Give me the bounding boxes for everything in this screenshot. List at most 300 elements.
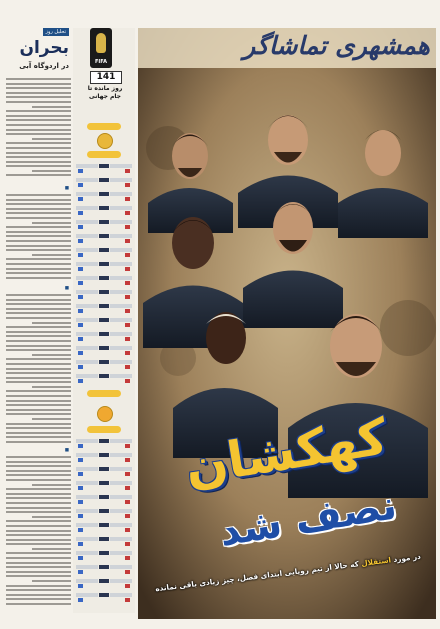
- team-crest-icon: [125, 337, 130, 341]
- text-line: [6, 326, 71, 328]
- team-crest-icon: [78, 556, 83, 560]
- away-team-cell: [76, 551, 98, 555]
- home-team-cell: [110, 346, 132, 350]
- text-line: [32, 254, 71, 256]
- text-line: [6, 575, 71, 577]
- team-crest-icon: [78, 444, 83, 448]
- team-crest-icon: [78, 570, 83, 574]
- team-crest-icon: [78, 472, 83, 476]
- kickoff-time-cell: [99, 537, 109, 541]
- text-line: [6, 124, 71, 126]
- kickoff-time-cell: [99, 374, 109, 378]
- text-line: [32, 516, 71, 518]
- match-row: [76, 261, 132, 273]
- text-line: [6, 142, 71, 144]
- away-team-cell: [76, 495, 98, 499]
- team-crest-icon: [125, 183, 130, 187]
- home-team-cell: [110, 290, 132, 294]
- text-line: [32, 484, 71, 486]
- away-team-cell: [76, 262, 98, 266]
- text-line: [6, 147, 71, 149]
- away-team-cell: [76, 318, 98, 322]
- match-row: [76, 303, 132, 315]
- kickoff-time-cell: [99, 276, 109, 280]
- kickoff-time-cell: [99, 318, 109, 322]
- kickoff-time-cell: [99, 164, 109, 168]
- text-line: [6, 358, 71, 360]
- match-row: [76, 480, 132, 492]
- text-line: [6, 303, 71, 305]
- column-tag: تحلیل روز: [43, 28, 69, 36]
- team-crest-icon: [125, 584, 130, 588]
- text-line: [6, 372, 71, 374]
- text-line: [6, 381, 71, 383]
- text-line: [6, 571, 71, 573]
- away-team-cell: [76, 509, 98, 513]
- home-team-cell: [110, 220, 132, 224]
- text-line: [6, 427, 71, 429]
- text-line: [6, 598, 71, 600]
- team-crest-icon: [78, 253, 83, 257]
- match-row: [76, 219, 132, 231]
- team-crest-icon: [125, 500, 130, 504]
- text-line: [6, 245, 71, 247]
- text-line: [6, 363, 71, 365]
- text-line: [6, 479, 71, 481]
- home-team-cell: [110, 593, 132, 597]
- match-row: [76, 205, 132, 217]
- text-line: [6, 335, 71, 337]
- home-team-cell: [110, 332, 132, 336]
- text-line: [6, 308, 71, 310]
- deck-suffix: که حالا از تیم رویایی ابتدای فصل، چیز زیادی باقی نمانده: [154, 559, 362, 594]
- team-crest-icon: [125, 528, 130, 532]
- home-team-cell: [110, 178, 132, 182]
- match-row: [76, 592, 132, 604]
- home-team-cell: [110, 453, 132, 457]
- match-row: [76, 275, 132, 287]
- team-crest-icon: [125, 514, 130, 518]
- team-crest-icon: [125, 486, 130, 490]
- match-row: [76, 317, 132, 329]
- away-team-cell: [76, 346, 98, 350]
- home-team-cell: [110, 164, 132, 168]
- text-line: [6, 258, 71, 260]
- text-line: [6, 377, 71, 379]
- kickoff-time-cell: [99, 234, 109, 238]
- text-line: [6, 129, 71, 131]
- match-row: [76, 191, 132, 203]
- text-line: [6, 390, 71, 392]
- team-crest-icon: [125, 444, 130, 448]
- home-team-cell: [110, 551, 132, 555]
- text-line: [6, 212, 71, 214]
- text-line: [6, 92, 71, 94]
- text-line: [6, 119, 71, 121]
- away-team-cell: [76, 453, 98, 457]
- text-line: [6, 423, 71, 425]
- text-line: [6, 194, 71, 196]
- team-crest-icon: [78, 528, 83, 532]
- text-line: [6, 263, 71, 265]
- match-row: [76, 359, 132, 371]
- text-line: [6, 249, 71, 251]
- home-team-cell: [110, 374, 132, 378]
- text-line: [6, 174, 71, 176]
- team-crest-icon: [78, 295, 83, 299]
- kickoff-time-cell: [99, 523, 109, 527]
- text-line: [6, 413, 71, 415]
- text-line: [32, 170, 71, 172]
- home-team-cell: [110, 192, 132, 196]
- team-crest-icon: [78, 183, 83, 187]
- home-team-cell: [110, 439, 132, 443]
- match-row: [76, 564, 132, 576]
- text-line: [6, 235, 71, 237]
- text-line: [6, 395, 71, 397]
- home-team-cell: [110, 579, 132, 583]
- team-crest-icon: [125, 365, 130, 369]
- text-line: [6, 156, 71, 158]
- section-head-marker: ■: [64, 448, 69, 453]
- text-line: [6, 436, 71, 438]
- text-line: [6, 208, 71, 210]
- away-team-cell: [76, 304, 98, 308]
- away-team-cell: [76, 192, 98, 196]
- schedule-column: [73, 28, 135, 613]
- match-row: [76, 233, 132, 245]
- text-line: [6, 272, 71, 274]
- match-row: [76, 578, 132, 590]
- text-line: [6, 231, 71, 233]
- home-team-cell: [110, 276, 132, 280]
- team-crest-icon: [78, 458, 83, 462]
- away-team-cell: [76, 565, 98, 569]
- team-crest-icon: [78, 267, 83, 271]
- text-line: [6, 441, 71, 443]
- kickoff-time-cell: [99, 192, 109, 196]
- kickoff-time-cell: [99, 360, 109, 364]
- text-line: [6, 520, 71, 522]
- team-crest-icon: [78, 239, 83, 243]
- league-label-pill: [87, 151, 121, 158]
- text-line: [6, 585, 71, 587]
- text-line: [6, 161, 71, 163]
- kickoff-time-cell: [99, 593, 109, 597]
- text-line: [6, 543, 71, 545]
- kickoff-time-cell: [99, 565, 109, 569]
- text-line: [6, 534, 71, 536]
- away-team-cell: [76, 248, 98, 252]
- kickoff-time-cell: [99, 262, 109, 266]
- match-row: [76, 550, 132, 562]
- match-row: [76, 163, 132, 175]
- text-line: [6, 603, 71, 605]
- team-crest-icon: [78, 323, 83, 327]
- home-team-cell: [110, 495, 132, 499]
- text-line: [6, 493, 71, 495]
- cover-poster: [138, 28, 436, 619]
- team-crest-icon: [125, 472, 130, 476]
- match-row: [76, 438, 132, 450]
- text-line: [6, 594, 71, 596]
- match-row: [76, 522, 132, 534]
- match-row: [76, 452, 132, 464]
- match-row: [76, 177, 132, 189]
- text-line: [6, 400, 71, 402]
- away-team-cell: [76, 467, 98, 471]
- team-crest-icon: [125, 239, 130, 243]
- text-line: [32, 138, 71, 140]
- kickoff-time-cell: [99, 290, 109, 294]
- text-line: [6, 507, 71, 509]
- match-row: [76, 466, 132, 478]
- team-crest-icon: [78, 225, 83, 229]
- home-team-cell: [110, 481, 132, 485]
- team-crest-icon: [78, 500, 83, 504]
- team-crest-icon: [78, 542, 83, 546]
- kickoff-time-cell: [99, 467, 109, 471]
- home-team-cell: [110, 537, 132, 541]
- away-team-cell: [76, 206, 98, 210]
- text-line: [6, 465, 71, 467]
- kickoff-time-cell: [99, 178, 109, 182]
- countdown-number: 141: [90, 71, 122, 84]
- text-line: [6, 268, 71, 270]
- text-line: [6, 497, 71, 499]
- masthead-logo: همشهری تماشاگر: [243, 31, 430, 60]
- text-line: [32, 548, 71, 550]
- team-crest-icon: [125, 197, 130, 201]
- text-line: [6, 226, 71, 228]
- text-line: [6, 530, 71, 532]
- text-line: [6, 566, 71, 568]
- left-subhead: در اردوگاه آبی: [19, 62, 69, 70]
- text-line: [6, 557, 71, 559]
- text-line: [6, 199, 71, 201]
- text-line: [6, 539, 71, 541]
- text-line: [6, 331, 71, 333]
- team-crest-icon: [78, 281, 83, 285]
- team-crest-icon: [125, 458, 130, 462]
- away-team-cell: [76, 164, 98, 168]
- text-line: [6, 488, 71, 490]
- away-team-cell: [76, 523, 98, 527]
- kickoff-time-cell: [99, 453, 109, 457]
- text-line: [6, 502, 71, 504]
- kickoff-time-cell: [99, 579, 109, 583]
- cover-headline-line2: نصف شد: [216, 482, 400, 556]
- home-team-cell: [110, 318, 132, 322]
- article-text-block: [6, 456, 71, 608]
- text-line: [6, 96, 71, 98]
- article-text-block: [6, 194, 71, 281]
- text-line: [6, 299, 71, 301]
- text-line: [6, 152, 71, 154]
- home-team-cell: [110, 523, 132, 527]
- section-head-marker: ■: [64, 186, 69, 191]
- team-crest-icon: [125, 542, 130, 546]
- world-cup-badge: [90, 28, 112, 68]
- team-crest-icon: [78, 197, 83, 201]
- team-crest-icon: [78, 169, 83, 173]
- away-team-cell: [76, 537, 98, 541]
- match-row: [76, 289, 132, 301]
- text-line: [6, 345, 71, 347]
- team-crest-icon: [125, 379, 130, 383]
- text-line: [6, 240, 71, 242]
- text-line: [32, 106, 71, 108]
- text-line: [6, 470, 71, 472]
- text-line: [6, 115, 71, 117]
- team-crest-icon: [78, 309, 83, 313]
- away-team-cell: [76, 276, 98, 280]
- kickoff-time-cell: [99, 481, 109, 485]
- text-line: [6, 277, 71, 279]
- home-team-cell: [110, 467, 132, 471]
- team-crest-icon: [125, 225, 130, 229]
- text-line: [6, 340, 71, 342]
- away-team-cell: [76, 360, 98, 364]
- text-line: [6, 294, 71, 296]
- text-line: [6, 203, 71, 205]
- away-team-cell: [76, 481, 98, 485]
- home-team-cell: [110, 248, 132, 252]
- kickoff-time-cell: [99, 220, 109, 224]
- team-crest-icon: [78, 351, 83, 355]
- match-row: [76, 536, 132, 548]
- team-crest-icon: [125, 281, 130, 285]
- home-team-cell: [110, 234, 132, 238]
- team-crest-icon: [78, 379, 83, 383]
- team-crest-icon: [125, 323, 130, 327]
- left-news-column: [6, 28, 71, 608]
- away-team-cell: [76, 234, 98, 238]
- away-team-cell: [76, 178, 98, 182]
- text-line: [6, 461, 71, 463]
- text-line: [6, 312, 71, 314]
- away-team-cell: [76, 579, 98, 583]
- text-line: [6, 562, 71, 564]
- text-line: [6, 317, 71, 319]
- text-line: [6, 165, 71, 167]
- kickoff-time-cell: [99, 509, 109, 513]
- text-line: [32, 222, 71, 224]
- away-team-cell: [76, 374, 98, 378]
- deck-highlight: استقلال: [360, 555, 392, 568]
- text-line: [6, 409, 71, 411]
- team-crest-icon: [78, 211, 83, 215]
- text-line: [6, 101, 71, 103]
- left-headline: بحران: [19, 38, 69, 58]
- kickoff-time-cell: [99, 248, 109, 252]
- kickoff-time-cell: [99, 346, 109, 350]
- kickoff-time-cell: [99, 304, 109, 308]
- team-crest-icon: [78, 598, 83, 602]
- kickoff-time-cell: [99, 551, 109, 555]
- text-line: [6, 432, 71, 434]
- text-line: [32, 386, 71, 388]
- text-line: [32, 418, 71, 420]
- kickoff-time-cell: [99, 439, 109, 443]
- text-line: [6, 110, 71, 112]
- home-team-cell: [110, 262, 132, 266]
- team-crest-icon: [125, 211, 130, 215]
- article-text-block: [6, 294, 71, 446]
- text-line: [6, 349, 71, 351]
- text-line: [6, 525, 71, 527]
- team-crest-icon: [125, 295, 130, 299]
- home-team-cell: [110, 360, 132, 364]
- match-row: [76, 247, 132, 259]
- league-logo-icon: [97, 133, 113, 149]
- away-team-cell: [76, 290, 98, 294]
- home-team-cell: [110, 206, 132, 210]
- text-line: [6, 474, 71, 476]
- text-line: [6, 133, 71, 135]
- countdown-caption: جام جهانی: [89, 93, 121, 100]
- text-line: [6, 87, 71, 89]
- team-crest-icon: [125, 556, 130, 560]
- team-crest-icon: [125, 169, 130, 173]
- text-line: [6, 217, 71, 219]
- match-row: [76, 494, 132, 506]
- home-team-cell: [110, 509, 132, 513]
- away-team-cell: [76, 332, 98, 336]
- article-text-block: [6, 78, 71, 179]
- team-crest-icon: [78, 486, 83, 490]
- cover-headline-line1: کهکشان: [180, 407, 392, 497]
- text-line: [32, 354, 71, 356]
- team-crest-icon: [78, 584, 83, 588]
- text-line: [6, 589, 71, 591]
- text-line: [32, 322, 71, 324]
- league-label-pill: [87, 426, 121, 433]
- match-row: [76, 508, 132, 520]
- match-row: [76, 345, 132, 357]
- team-crest-icon: [125, 570, 130, 574]
- text-line: [6, 78, 71, 80]
- text-line: [6, 456, 71, 458]
- team-crest-icon: [125, 253, 130, 257]
- kickoff-time-cell: [99, 495, 109, 499]
- team-crest-icon: [78, 337, 83, 341]
- text-line: [32, 580, 71, 582]
- league-label-pill: [87, 390, 121, 397]
- section-head-marker: ■: [64, 286, 69, 291]
- countdown-caption: روز مانده تا: [87, 85, 123, 92]
- text-line: [6, 404, 71, 406]
- match-row: [76, 373, 132, 385]
- team-crest-icon: [125, 598, 130, 602]
- text-line: [6, 368, 71, 370]
- text-line: [6, 552, 71, 554]
- team-crest-icon: [78, 514, 83, 518]
- league-logo-icon: [97, 406, 113, 422]
- fifa-label: FIFA: [95, 59, 107, 65]
- team-crest-icon: [125, 309, 130, 313]
- away-team-cell: [76, 439, 98, 443]
- kickoff-time-cell: [99, 332, 109, 336]
- team-crest-icon: [125, 351, 130, 355]
- away-team-cell: [76, 220, 98, 224]
- kickoff-time-cell: [99, 206, 109, 210]
- away-team-cell: [76, 593, 98, 597]
- team-crest-icon: [78, 365, 83, 369]
- home-team-cell: [110, 304, 132, 308]
- team-crest-icon: [125, 267, 130, 271]
- league-label-pill: [87, 123, 121, 130]
